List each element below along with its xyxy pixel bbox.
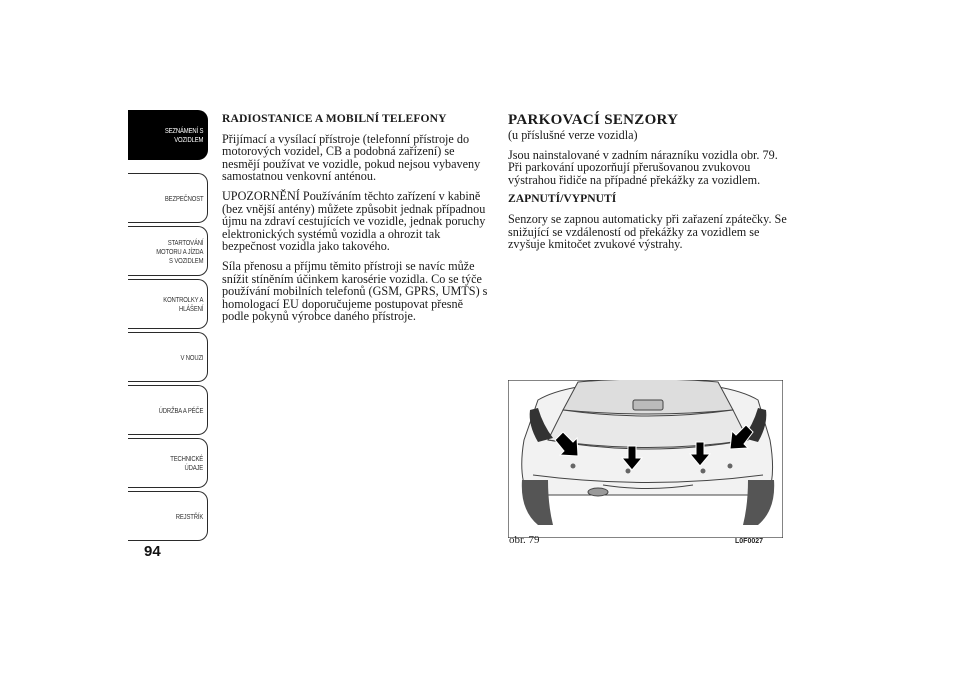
tab-v-nouzi[interactable]: V NOUZI <box>128 332 208 382</box>
figure-parking-sensors <box>508 380 783 538</box>
tab-seznameni-s-vozidlem[interactable]: SEZNÁMENÍ S VOZIDLEM <box>128 110 208 160</box>
page-number: 94 <box>144 543 161 560</box>
subheading-on-off: ZAPNUTÍ/VYPNUTÍ <box>508 192 617 206</box>
paragraph-parking-2: Senzory se zapnou automaticky při zařazení zpátečky. Se snižující se vzdáleností od překážky za vozidlem se zvyšuje kmitočet zvukové výstrahy. <box>508 211 787 252</box>
section-heading-parking: PARKOVACÍ SENZORY <box>508 112 679 128</box>
tab-rejstrik[interactable]: REJSTŘÍK <box>128 491 208 541</box>
paragraph-radio-1: Přijímací a vysílací přístroje (telefonní přístroje do motorových vozidel, CB a podobná zařízení) se nesmějí používat ve vozidle, pokud nejsou vybaveny samostatnou venkovní anténou. <box>222 131 481 184</box>
paragraph-parking-1: Jsou nainstalované v zadním nárazníku vozidla obr. 79. Při parkování upozorňují přerušovanou zvukovou výstrahou řidiče na případné překážky za vozidlem. <box>508 147 778 187</box>
section-heading-radio: RADIOSTANICE A MOBILNÍ TELEFONY <box>222 112 447 125</box>
tab-udrzba[interactable]: ÚDRŽBA A PÉČE <box>128 385 208 435</box>
figure-caption: obr. 79 <box>509 534 540 546</box>
figure-code: L0F0027 <box>735 538 764 545</box>
left-column <box>222 113 490 330</box>
paragraph-radio-3: Síla přenosu a příjmu těmito přístroji se navíc může snížit stíněním účinkem karosérie vozidla. Co se týče používání mobilních telefonů (GSM, GPRS, UMTS) s homologací EU doporučujeme postupovat přesně podle pokynů výrobce daného přístroje. <box>222 258 488 324</box>
tab-bezpecnost[interactable]: BEZPEČNOST <box>128 173 208 223</box>
paragraph-warning <box>222 190 490 253</box>
tab-kontrolky[interactable]: KONTROLKY A HLÁŠENÍ <box>128 279 208 329</box>
warning-word: UPOZORNĚNÍ <box>222 188 300 203</box>
right-column <box>508 113 788 258</box>
version-note: (u příslušné verze vozidla) <box>508 128 638 142</box>
warning-text: Používáním těchto zařízení v kabině (bez vnější antény) můžete způsobit jednak případnou újmu na zdraví cestujících ve vozidle, jednak poruchy elektronických systémů vozidla a ohrozit tak bezpečnost vozidla jako takového. <box>222 188 486 254</box>
car-rear-illustration <box>508 380 783 538</box>
tab-startovani[interactable]: STARTOVÁNÍ MOTORU A JÍZDA S VOZIDLEM <box>128 226 208 276</box>
tab-technicke-udaje[interactable]: TECHNICKÉ ÚDAJE <box>128 438 208 488</box>
